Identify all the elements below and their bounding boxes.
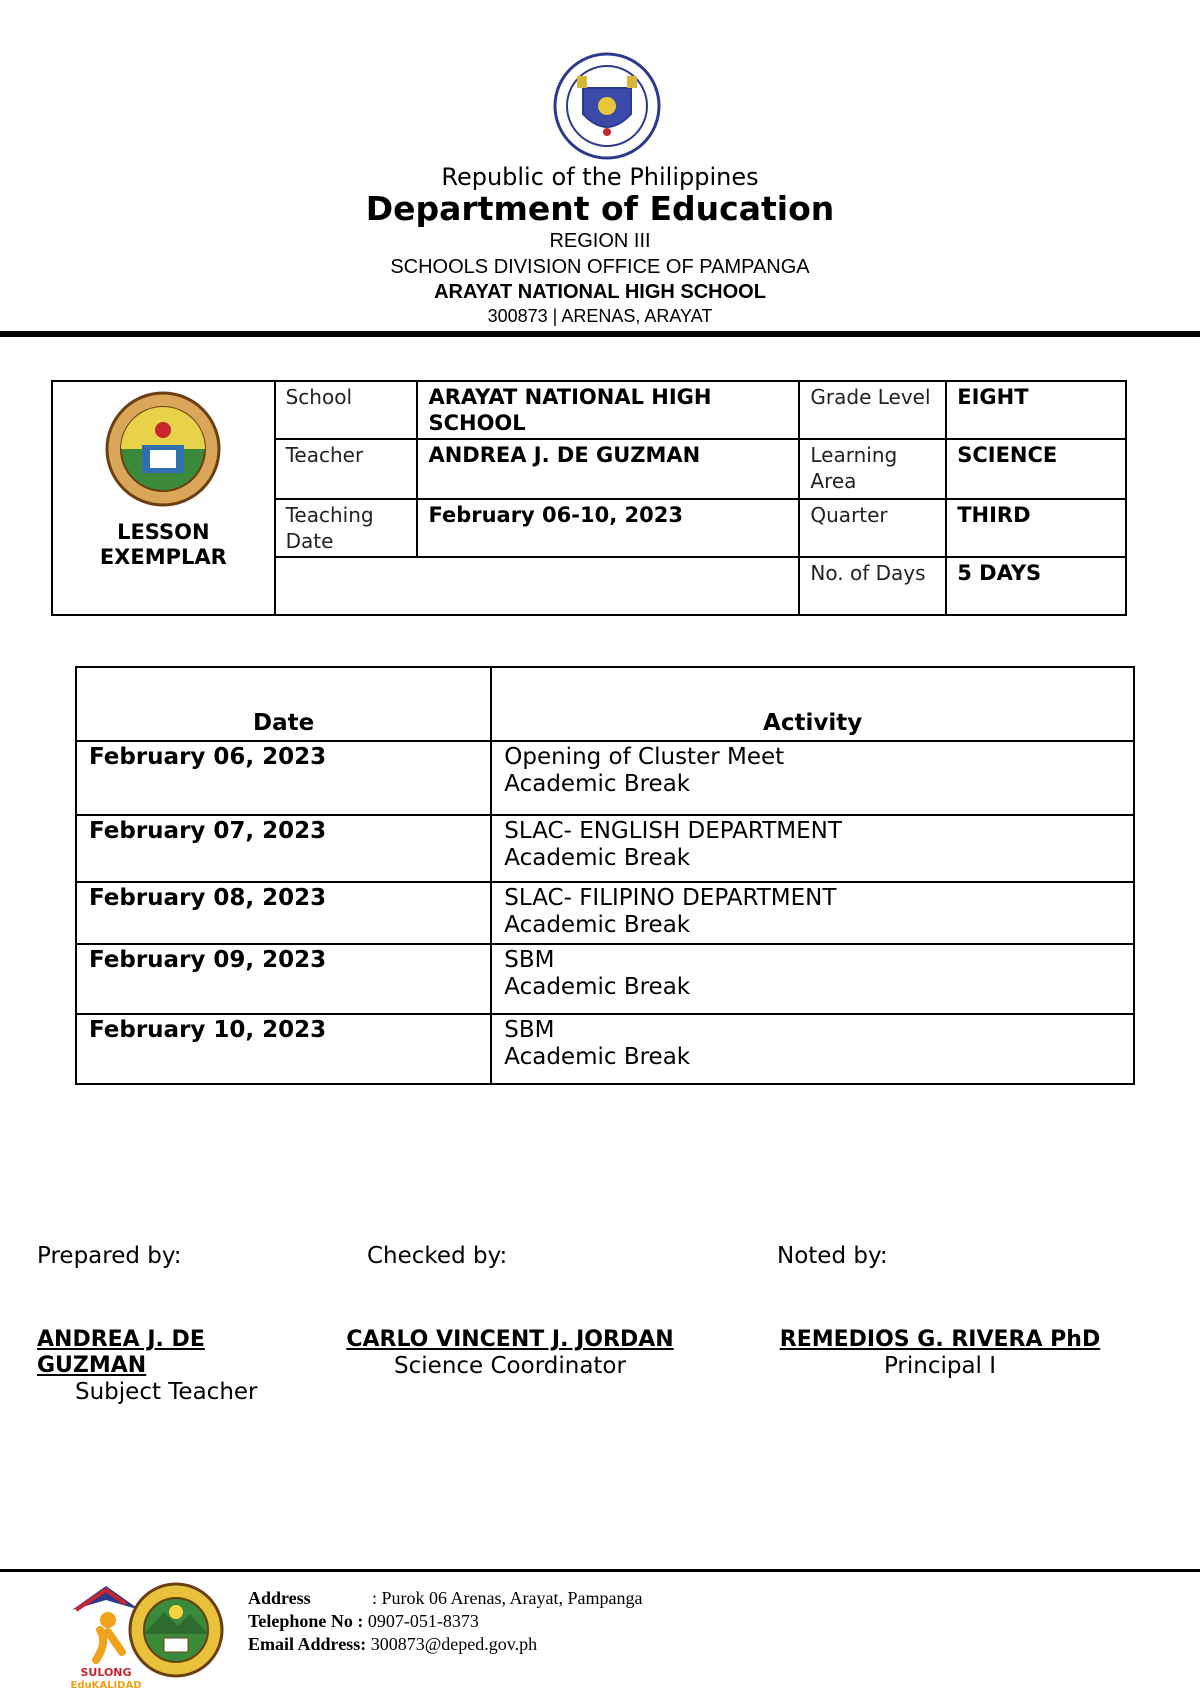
value-grade-level: EIGHT [946,381,1126,439]
activity-line: Opening of Cluster Meet [504,744,785,770]
label-teaching-date: Teaching Date [275,499,418,557]
deped-seal-icon [553,52,661,160]
row-activity [491,1014,1134,1084]
lesson-title-line1: LESSON [117,520,210,544]
value-school: ARAYAT NATIONAL HIGH SCHOOL [417,381,799,439]
logo-text-sulong: SULONG [80,1666,132,1679]
table-row [76,944,1134,1014]
school-name: ARAYAT NATIONAL HIGH SCHOOL [434,281,766,303]
activity-line: SLAC- ENGLISH DEPARTMENT [504,818,842,844]
email-value: 300873@deped.gov.ph [370,1634,538,1654]
header-date: Date [76,667,491,741]
activity-line: Academic Break [504,845,691,871]
noted-name: REMEDIOS G. RIVERA PhD [779,1327,1101,1352]
noted-signature [775,1327,1105,1379]
lesson-title-line2: EXEMPLAR [99,545,227,569]
row-date: February 07, 2023 [76,815,491,882]
row-date: February 08, 2023 [76,882,491,944]
value-learning-area: SCIENCE [946,439,1126,499]
label-learning-area: Learning Area [799,439,946,499]
email-label: Email Address: [248,1634,367,1654]
footer-telephone [248,1611,479,1632]
school-seal-icon [104,390,222,508]
table-row [76,815,1134,882]
footer-email [248,1634,537,1655]
activity-line: SBM [504,947,555,973]
row-activity [491,944,1134,1014]
department-title: Department of Education [365,189,835,228]
schedule-table [75,666,1135,1085]
address-value: : Purok 06 Arenas, Arayat, Pampanga [372,1588,643,1608]
empty-cell [275,557,800,615]
value-quarter: THIRD [946,499,1126,557]
checked-role: Science Coordinator [394,1353,626,1379]
label-no-of-days: No. of Days [799,557,946,615]
row-activity [491,741,1134,815]
activity-line: Academic Break [504,974,691,1000]
checked-signature [340,1327,680,1379]
lesson-exemplar-cell [52,381,275,615]
table-row [76,1014,1134,1084]
division-text: SCHOOLS DIVISION OFFICE OF PAMPANGA [390,256,810,278]
footer-address [248,1588,642,1609]
label-grade-level: Grade Level [799,381,946,439]
telephone-value: 0907-051-8373 [367,1611,479,1631]
header-activity: Activity [491,667,1134,741]
logo-text-edukalidad: EduKALIDAD [70,1680,142,1691]
checked-name: CARLO VINCENT J. JORDAN [346,1327,674,1352]
noted-by-label: Noted by: [777,1243,888,1269]
label-teacher: Teacher [275,439,418,499]
row-activity [491,815,1134,882]
activity-line: Academic Break [504,912,691,938]
header-divider [0,331,1200,337]
school-id-address: 300873 | ARENAS, ARAYAT [487,306,713,326]
activity-line: SLAC- FILIPINO DEPARTMENT [504,885,837,911]
prepared-name-line1: ANDREA J. DE [37,1327,205,1352]
activity-line: Academic Break [504,771,691,797]
republic-text: Republic of the Philippines [441,163,759,191]
value-teaching-date: February 06-10, 2023 [417,499,799,557]
prepared-name-line2: GUZMAN [37,1353,147,1378]
label-quarter: Quarter [799,499,946,557]
prepared-by-label: Prepared by: [37,1243,182,1269]
row-date: February 06, 2023 [76,741,491,815]
prepared-signature [37,1327,258,1405]
activity-line: Academic Break [504,1044,691,1070]
arayat-nhs-seal-icon [128,1582,224,1678]
value-teacher: ANDREA J. DE GUZMAN [417,439,799,499]
prepared-role: Subject Teacher [75,1379,258,1405]
telephone-label: Telephone No : [248,1611,364,1631]
footer-divider [0,1569,1200,1572]
row-activity [491,882,1134,944]
table-row [76,741,1134,815]
checked-by-label: Checked by: [367,1243,508,1269]
table-row [76,882,1134,944]
lesson-info-table [51,380,1127,616]
label-school: School [275,381,418,439]
address-label: Address [248,1588,311,1608]
row-date: February 09, 2023 [76,944,491,1014]
activity-line: SBM [504,1017,555,1043]
value-no-of-days: 5 DAYS [946,557,1126,615]
region-text: REGION III [549,230,651,252]
noted-role: Principal I [883,1353,997,1379]
row-date: February 10, 2023 [76,1014,491,1084]
